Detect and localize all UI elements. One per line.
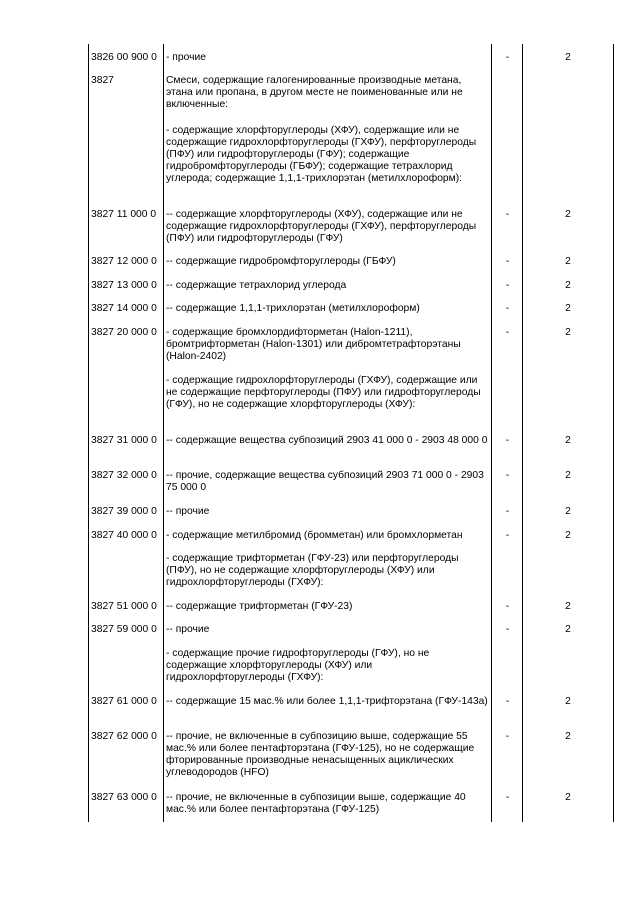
description-cell: -- прочие [166, 624, 210, 635]
duty-cell: - [505, 280, 510, 291]
description-cell: - содержащие трифторметан (ГФУ-23) или перфторуглероды (ПФУ), но не содержащие хлорфторуглероды (ХФУ) или гидрохлорфторуглероды (ГХФУ): [166, 553, 459, 588]
column-divider-code [163, 44, 164, 822]
code-cell: 3826 00 900 0 [91, 52, 157, 63]
rate-cell: 2 [565, 696, 571, 707]
description-cell: -- содержащие гидробромфторуглероды (ГБФУ) [166, 256, 396, 267]
code-cell: 3827 [91, 75, 114, 86]
rate-cell: 2 [565, 731, 571, 742]
rate-cell: 2 [565, 506, 571, 517]
description-cell: -- прочие [166, 506, 210, 517]
description-cell: - содержащие метилбромид (бромметан) или бромхлорметан [166, 530, 463, 541]
description-cell: -- содержащие вещества субпозиций 2903 41 000 0 - 2903 48 000 0 [166, 435, 488, 446]
rate-cell: 2 [565, 209, 571, 220]
description-cell: - прочие [166, 52, 206, 63]
description-cell: -- содержащие тетрахлорид углерода [166, 280, 347, 291]
duty-cell: - [505, 731, 510, 742]
code-cell: 3827 62 000 0 [91, 731, 157, 742]
code-cell: 3827 20 000 0 [91, 327, 157, 338]
code-cell: 3827 31 000 0 [91, 435, 157, 446]
rate-cell: 2 [565, 470, 571, 481]
duty-cell: - [505, 209, 510, 220]
description-cell: -- содержащие трифторметан (ГФУ-23) [166, 601, 353, 612]
duty-cell: - [505, 624, 510, 635]
code-cell: 3827 13 000 0 [91, 280, 157, 291]
duty-cell: - [505, 52, 510, 63]
rate-cell: 2 [565, 601, 571, 612]
description-cell: -- прочие, не включенные в субпозиции выше, содержащие 40 мас.% или более пентафторэтана (ГФУ-125) [166, 792, 466, 815]
duty-cell: - [505, 530, 510, 541]
description-cell: -- содержащие 1,1,1-трихлорэтан (метилхлороформ) [166, 303, 420, 314]
code-cell: 3827 39 000 0 [91, 506, 157, 517]
duty-cell: - [505, 303, 510, 314]
code-cell: 3827 63 000 0 [91, 792, 157, 803]
description-cell: - содержащие хлорфторуглероды (ХФУ), содержащие или не содержащие гидрохлорфторуглероды (ГХФУ), перфторуглероды (ПФУ) или гидрофторуглероды (ГФУ); содержащие гидробромфторуглероды (ГБФУ); содержащие тетрахлорид углерода; содержащие 1,1,1-трихлорэтан (метилхлороформ): [166, 125, 477, 184]
code-cell: 3827 32 000 0 [91, 470, 157, 481]
code-cell: 3827 59 000 0 [91, 624, 157, 635]
table-border-right [613, 44, 614, 822]
duty-cell: - [505, 435, 510, 446]
code-cell: 3827 51 000 0 [91, 601, 157, 612]
code-cell: 3827 11 000 0 [91, 209, 157, 220]
rate-cell: 2 [565, 327, 571, 338]
duty-cell: - [505, 470, 510, 481]
duty-cell: - [505, 601, 510, 612]
duty-cell: - [505, 506, 510, 517]
rate-cell: 2 [565, 435, 571, 446]
description-cell: - содержащие бромхлордифторметан (Halon-1211), бромтрифторметан (Halon-1301) или дибромтетрафторэтаны (Halon-2402) [166, 327, 461, 362]
code-cell: 3827 14 000 0 [91, 303, 157, 314]
code-cell: 3827 12 000 0 [91, 256, 157, 267]
table-border-left [88, 44, 89, 822]
rate-cell: 2 [565, 52, 571, 63]
duty-cell: - [505, 792, 510, 803]
description-cell: Смеси, содержащие галогенированные производные метана, этана или пропана, в другом месте не поименованные или не включенные: [166, 75, 463, 110]
rate-cell: 2 [565, 303, 571, 314]
duty-cell: - [505, 327, 510, 338]
duty-cell: - [505, 256, 510, 267]
rate-cell: 2 [565, 792, 571, 803]
rate-cell: 2 [565, 530, 571, 541]
rate-cell: 2 [565, 624, 571, 635]
rate-cell: 2 [565, 280, 571, 291]
duty-cell: - [505, 696, 510, 707]
description-cell: - содержащие прочие гидрофторуглероды (ГФУ), но не содержащие хлорфторуглероды (ХФУ) или гидрохлорфторуглероды (ГХФУ): [166, 648, 430, 683]
description-cell: -- прочие, содержащие вещества субпозиций 2903 71 000 0 - 2903 75 000 0 [166, 470, 484, 493]
description-cell: -- содержащие 15 мас.% или более 1,1,1-трифторэтана (ГФУ-143а) [166, 696, 488, 707]
description-cell: -- содержащие хлорфторуглероды (ХФУ), содержащие или не содержащие гидрохлорфторуглероды (ГХФУ), перфторуглероды (ПФУ) или гидрофторуглероды (ГФУ) [166, 209, 477, 244]
code-cell: 3827 40 000 0 [91, 530, 157, 541]
rate-cell: 2 [565, 256, 571, 267]
description-cell: -- прочие, не включенные в субпозицию выше, содержащие 55 мас.% или более пентафторэтана (ГФУ-125), но не содержащие фторированные производные ненасыщенных ациклических углеводородов (HFO) [166, 731, 475, 778]
code-cell: 3827 61 000 0 [91, 696, 157, 707]
description-cell: - содержащие гидрохлорфторуглероды (ГХФУ), содержащие или не содержащие перфторуглероды (ПФУ) или гидрофторуглероды (ГФУ), но не содержащие хлорфторуглероды (ХФУ): [166, 375, 481, 410]
